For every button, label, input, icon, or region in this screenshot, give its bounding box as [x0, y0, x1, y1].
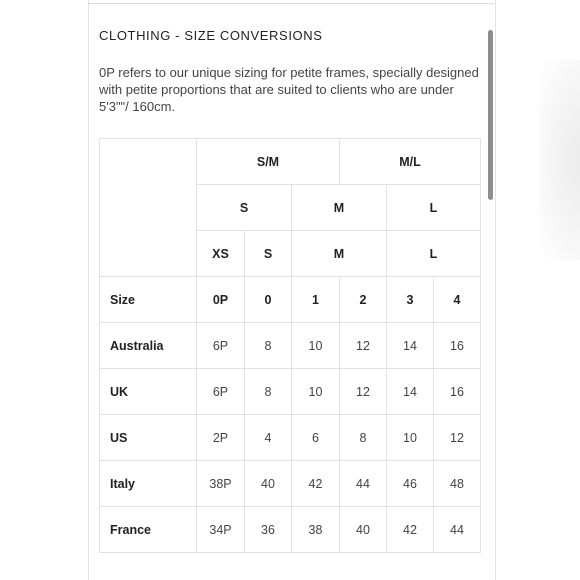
row-label: UK: [100, 369, 197, 415]
scrollbar-thumb[interactable]: [488, 30, 493, 200]
size-cell: 1: [292, 277, 340, 323]
table-cell: 10: [387, 415, 434, 461]
size-row: [100, 277, 481, 323]
size-cell: 4: [434, 277, 481, 323]
table-cell: 44: [434, 507, 481, 553]
table-cell: 8: [340, 415, 387, 461]
table-cell: 34P: [197, 507, 245, 553]
header-cell: M: [292, 231, 387, 277]
table-cell: 12: [340, 369, 387, 415]
table-cell: 4: [245, 415, 292, 461]
table-row-uk: [100, 369, 481, 415]
table-cell: 40: [340, 507, 387, 553]
table-cell: 6P: [197, 369, 245, 415]
table-row-us: [100, 415, 481, 461]
table-cell: 36: [245, 507, 292, 553]
table-row-australia: [100, 323, 481, 369]
table-corner: [100, 139, 197, 277]
row-label: Australia: [100, 323, 197, 369]
header-row-1: [100, 139, 481, 185]
row-label: Size: [100, 277, 197, 323]
header-cell: M: [292, 185, 387, 231]
size-cell: 0P: [197, 277, 245, 323]
table-cell: 16: [434, 369, 481, 415]
size-cell: 2: [340, 277, 387, 323]
header-cell: XS: [197, 231, 245, 277]
row-label: US: [100, 415, 197, 461]
header-cell: S/M: [197, 139, 340, 185]
table-cell: 40: [245, 461, 292, 507]
table-cell: 10: [292, 369, 340, 415]
table-cell: 38P: [197, 461, 245, 507]
header-cell: S: [245, 231, 292, 277]
table-cell: 14: [387, 323, 434, 369]
table-cell: 44: [340, 461, 387, 507]
table-cell: 16: [434, 323, 481, 369]
table-cell: 42: [387, 507, 434, 553]
table-cell: 10: [292, 323, 340, 369]
section-heading: CLOTHING - SIZE CONVERSIONS: [99, 28, 323, 43]
table-cell: 2P: [197, 415, 245, 461]
table-cell: 6: [292, 415, 340, 461]
table-row-italy: [100, 461, 481, 507]
table-cell: 42: [292, 461, 340, 507]
table-cell: 46: [387, 461, 434, 507]
table-cell: 48: [434, 461, 481, 507]
sizing-description: 0P refers to our unique sizing for petite frames, specially designed with petite proportions that are suited to clients who are under 5'3""/ 160cm.: [99, 65, 479, 114]
size-cell: 3: [387, 277, 434, 323]
table-cell: 12: [340, 323, 387, 369]
table-row-france: [100, 507, 481, 553]
size-conversion-table: [99, 138, 481, 553]
background-shadow: [540, 60, 580, 260]
table-cell: 12: [434, 415, 481, 461]
table-cell: 38: [292, 507, 340, 553]
table-cell: 14: [387, 369, 434, 415]
header-cell: M/L: [340, 139, 481, 185]
row-label: Italy: [100, 461, 197, 507]
header-cell: L: [387, 185, 481, 231]
top-divider: [88, 3, 494, 4]
table-cell: 8: [245, 323, 292, 369]
header-cell: L: [387, 231, 481, 277]
table-cell: 6P: [197, 323, 245, 369]
size-cell: 0: [245, 277, 292, 323]
table-cell: 8: [245, 369, 292, 415]
header-cell: S: [197, 185, 292, 231]
row-label: France: [100, 507, 197, 553]
